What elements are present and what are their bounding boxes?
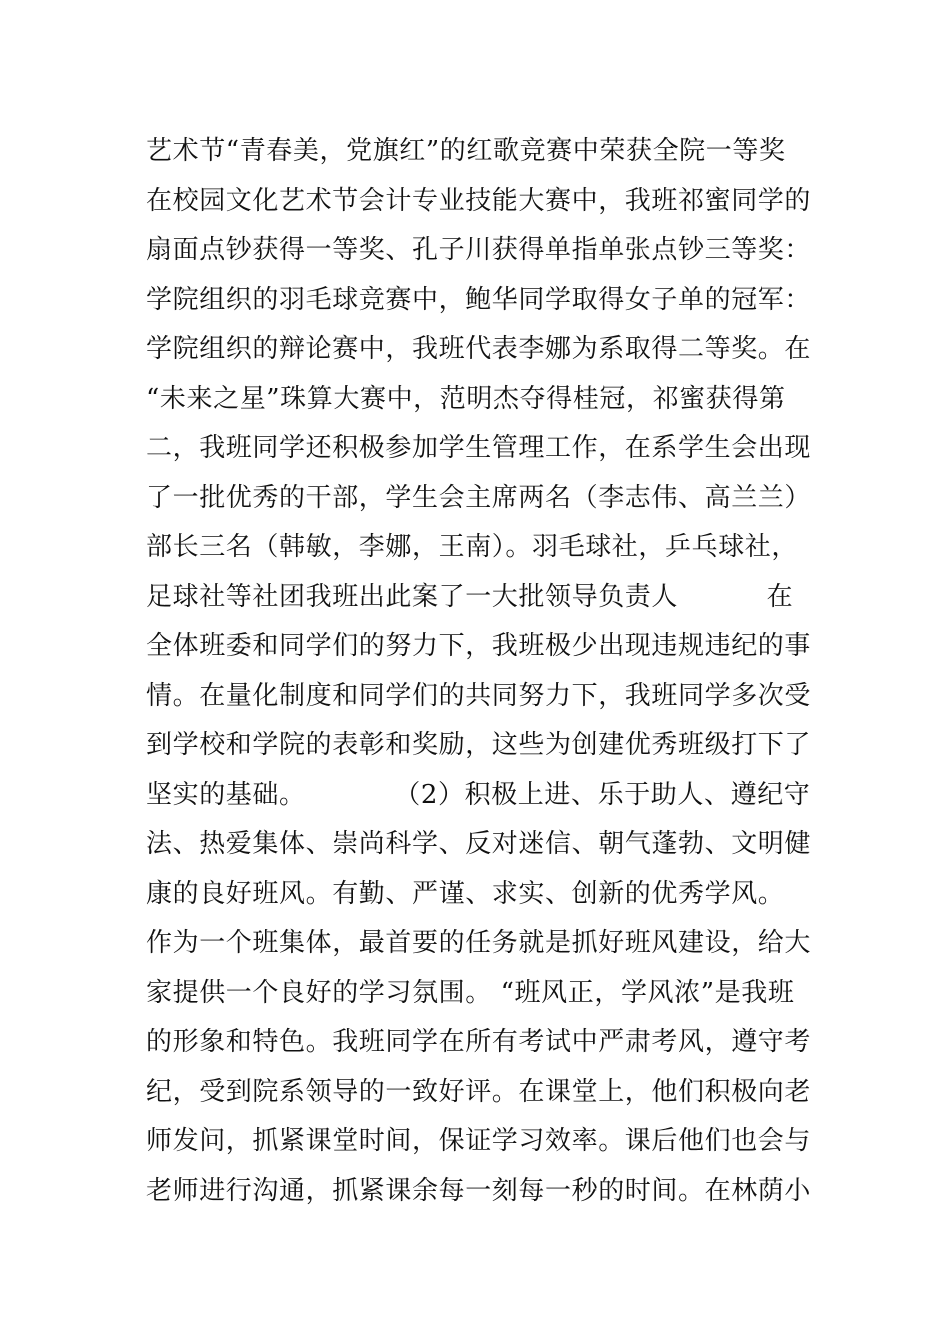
text-line-8: 了一批优秀的干部，学生会主席两名（李志伟、高兰兰）	[146, 482, 812, 513]
text-line-16: 康的良好班风。有勤、严谨、求实、创新的优秀学风。	[146, 878, 785, 909]
text-line-10: 足球社等社团我班出此案了一大批领导负责人 在	[146, 581, 794, 612]
body-text	[146, 127, 826, 1216]
text-line-1: 艺术节“青春美，党旗红”的红歌竞赛中荣获全院一等奖	[146, 136, 786, 166]
text-line-14: 坚实的基础。 （2）积极上进、乐于助人、遵纪守	[146, 779, 811, 810]
text-line-6: “未来之星”珠算大赛中，范明杰夺得桂冠，祁蜜获得第	[146, 383, 786, 414]
text-line-18: 家提供一个良好的学习氛围。 “班风正，学风浓”是我班	[146, 977, 795, 1008]
text-line-12: 情。在量化制度和同学们的共同努力下，我班同学多次受	[146, 680, 812, 711]
text-line-15: 法、热爱集体、崇尚科学、反对迷信、朝气蓬勃、文明健	[146, 829, 812, 859]
text-line-13: 到学校和学院的表彰和奖励，这些为创建优秀班级打下了	[146, 730, 812, 760]
text-line-2: 在校园文化艺术节会计专业技能大赛中，我班祁蜜同学的	[146, 185, 812, 216]
text-line-21: 师发问，抓紧课堂时间，保证学习效率。课后他们也会与	[146, 1126, 812, 1156]
text-line-3: 扇面点钞获得一等奖、孔子川获得单指单张点钞三等奖：	[146, 235, 812, 265]
text-line-4: 学院组织的羽毛球竞赛中，鲍华同学取得女子单的冠军：	[146, 284, 812, 315]
text-line-17: 作为一个班集体，最首要的任务就是抓好班风建设，给大	[146, 928, 812, 958]
text-line-5: 学院组织的辩论赛中，我班代表李娜为系取得二等奖。在	[146, 334, 812, 364]
text-line-20: 纪，受到院系领导的一致好评。在课堂上，他们积极向老	[146, 1076, 812, 1107]
text-line-11: 全体班委和同学们的努力下，我班极少出现违规违纪的事	[146, 631, 812, 661]
text-line-9: 部长三名（韩敏，李娜，王南）。羽毛球社，乒乓球社，	[146, 532, 799, 562]
text-line-19: 的形象和特色。我班同学在所有考试中严肃考风，遵守考	[146, 1027, 812, 1057]
text-line-7: 二，我班同学还积极参加学生管理工作，在系学生会出现	[146, 433, 812, 463]
text-line-22: 老师进行沟通，抓紧课余每一刻每一秒的时间。在林荫小	[146, 1175, 812, 1206]
